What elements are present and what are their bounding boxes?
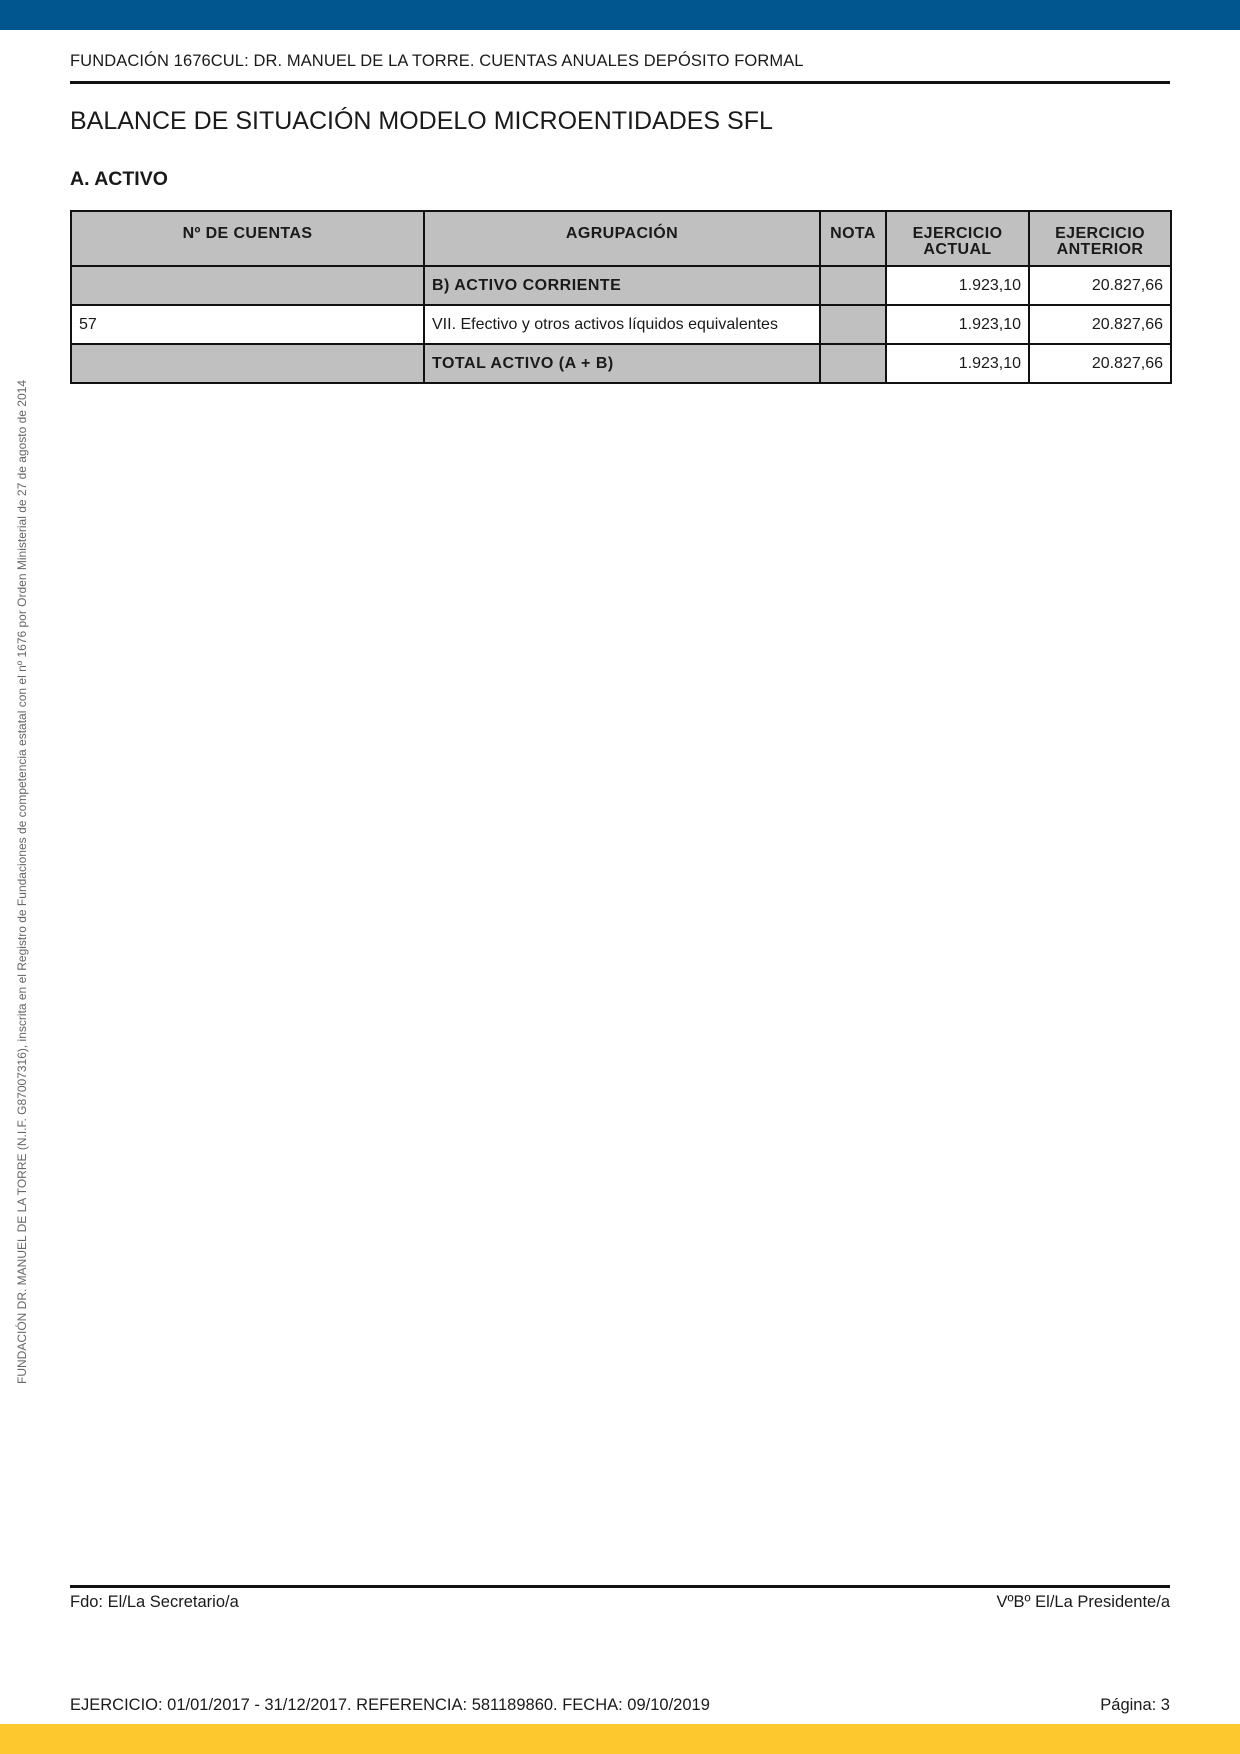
column-header-nota: NOTA [820, 211, 886, 266]
column-header-ejercicio-anterior: EJERCICIO ANTERIOR [1029, 211, 1171, 266]
table-row [71, 305, 1171, 344]
signature-divider [70, 1585, 1170, 1588]
cell-ejercicio-anterior: 20.827,66 [1029, 344, 1171, 383]
cell-cuentas: 57 [71, 305, 424, 344]
cell-agrupacion: B) ACTIVO CORRIENTE [424, 266, 820, 305]
cell-agrupacion: VII. Efectivo y otros activos líquidos equivalentes [424, 305, 820, 344]
section-title: A. ACTIVO [70, 168, 168, 190]
page-title: BALANCE DE SITUACIÓN MODELO MICROENTIDADES SFL [70, 107, 773, 135]
table-row [71, 266, 1171, 305]
cell-nota [820, 344, 886, 383]
cell-nota [820, 266, 886, 305]
footer-reference: EJERCICIO: 01/01/2017 - 31/12/2017. REFERENCIA: 581189860. FECHA: 09/10/2019 [70, 1696, 710, 1714]
cell-ejercicio-actual: 1.923,10 [886, 266, 1029, 305]
cell-ejercicio-anterior: 20.827,66 [1029, 305, 1171, 344]
president-approval-label: VºBº El/La Presidente/a [996, 1593, 1170, 1611]
cell-ejercicio-anterior: 20.827,66 [1029, 266, 1171, 305]
registry-side-note: FUNDACIÓN DR. MANUEL DE LA TORRE (N.I.F. G87007316), inscrita en el Registro de Fundaciones de competencia estatal con el nº 1676 por Orden Ministerial de 27 de agosto de 2014 [15, 380, 29, 1384]
column-header-cuentas: Nº DE CUENTAS [71, 211, 424, 266]
secretary-signature-label: Fdo: El/La Secretario/a [70, 1593, 239, 1611]
document-header: FUNDACIÓN 1676CUL: DR. MANUEL DE LA TORRE. CUENTAS ANUALES DEPÓSITO FORMAL [70, 52, 804, 70]
header-divider [70, 81, 1170, 84]
balance-table [70, 210, 1172, 384]
bottom-color-band [0, 1724, 1240, 1754]
column-header-ejercicio-actual: EJERCICIO ACTUAL [886, 211, 1029, 266]
table-row [71, 344, 1171, 383]
table-header-row [71, 211, 1171, 266]
cell-cuentas [71, 266, 424, 305]
cell-ejercicio-actual: 1.923,10 [886, 344, 1029, 383]
cell-nota [820, 305, 886, 344]
cell-ejercicio-actual: 1.923,10 [886, 305, 1029, 344]
cell-agrupacion: TOTAL ACTIVO (A + B) [424, 344, 820, 383]
top-color-band [0, 0, 1240, 30]
column-header-agrupacion: AGRUPACIÓN [424, 211, 820, 266]
cell-cuentas [71, 344, 424, 383]
page-number: Página: 3 [1100, 1696, 1170, 1714]
